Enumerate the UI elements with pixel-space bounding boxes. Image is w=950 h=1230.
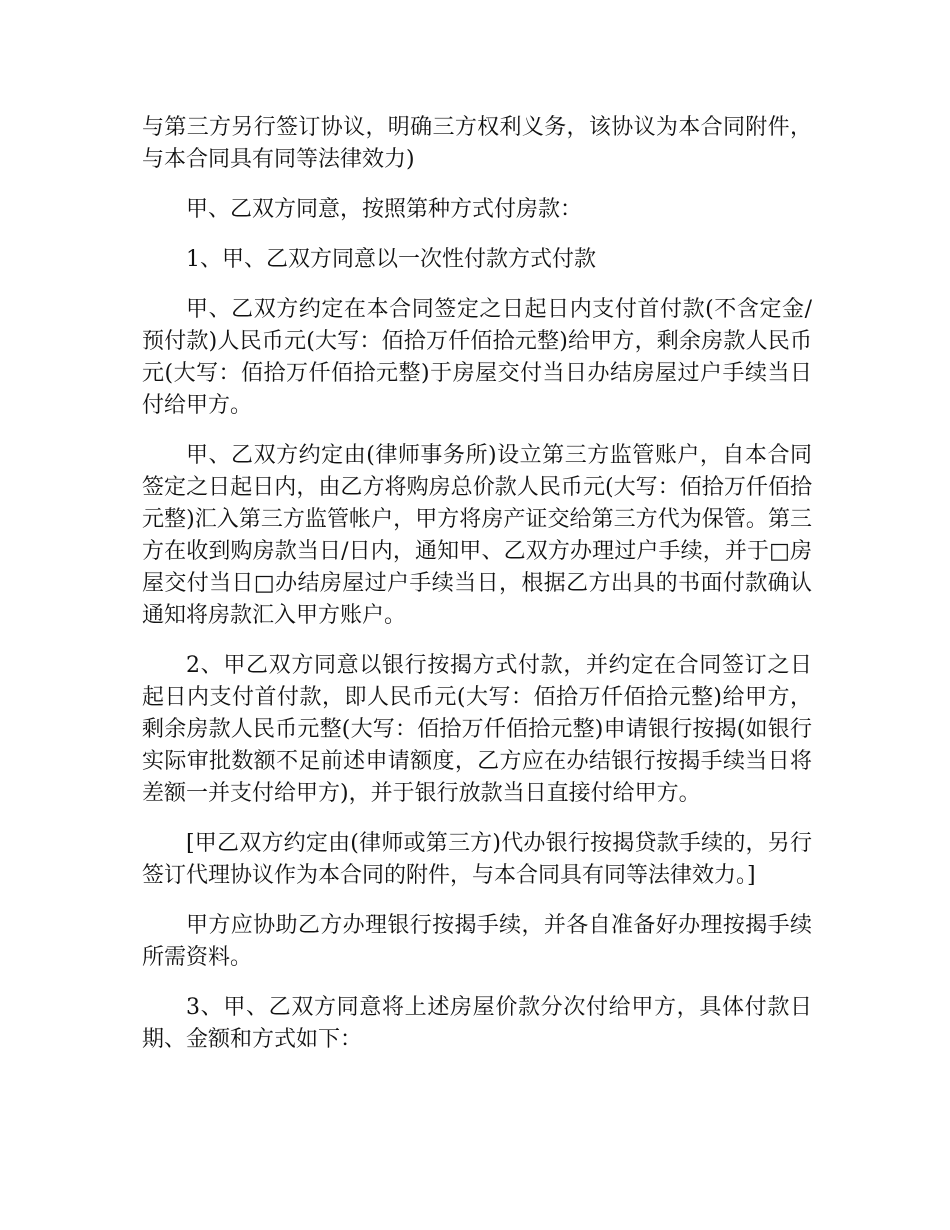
paragraph-mortgage-assistance: 甲方应协助乙方办理银行按揭手续，并各自准备好办理按揭手续所需资料。 bbox=[142, 913, 812, 970]
paragraph-lump-sum-terms: 甲、乙双方约定在本合同签定之日起日内支付首付款(不含定金/预付款)人民币元(大写：佰拾万仟佰拾元整)给甲方，剩余房款人民币元(大写：佰拾万仟佰拾元整)于房屋交付当日办结房屋过户手续当日付给甲方。 bbox=[142, 297, 812, 418]
paragraph-agent-agreement: [甲乙双方约定由(律师或第三方)代办银行按揭贷款手续的，另行签订代理协议作为本合同的附件，与本合同具有同等法律效力。] bbox=[142, 831, 812, 888]
document-page bbox=[142, 112, 812, 1074]
paragraph-installment-payment: 3、甲、乙双方同意将上述房屋价款分次付给甲方，具体付款日期、金额和方式如下： bbox=[142, 995, 812, 1052]
paragraph-lump-sum-heading: 1、甲、乙双方同意以一次性付款方式付款 bbox=[186, 247, 596, 272]
paragraph-escrow-account: 甲、乙双方约定由(律师事务所)设立第三方监管账户，自本合同签定之日起日内，由乙方将购房总价款人民币元(大写：佰拾万仟佰拾元整)汇入第三方监管帐户，甲方将房产证交给第三方代为保管。第三方在收到购房款当日/日内，通知甲、乙双方办理过户手续，并于□房屋交付当日□办结房屋过户手续当日，根据乙方出具的书面付款确认通知将房款汇入甲方账户。 bbox=[142, 443, 812, 628]
paragraph-continuation: 与第三方另行签订协议，明确三方权利义务，该协议为本合同附件，与本合同具有同等法律效力) bbox=[142, 115, 812, 172]
paragraph-mortgage-payment: 2、甲乙双方同意以银行按揭方式付款，并约定在合同签订之日起日内支付首付款，即人民币元(大写：佰拾万仟佰拾元整)给甲方，剩余房款人民币元整(大写：佰拾万仟佰拾元整)申请银行按揭(如银行实际审批数额不足前述申请额度，乙方应在办结银行按揭手续当日将差额一并支付给甲方)，并于银行放款当日直接付给甲方。 bbox=[142, 653, 812, 806]
paragraph-payment-method: 甲、乙双方同意，按照第种方式付房款： bbox=[186, 197, 583, 222]
